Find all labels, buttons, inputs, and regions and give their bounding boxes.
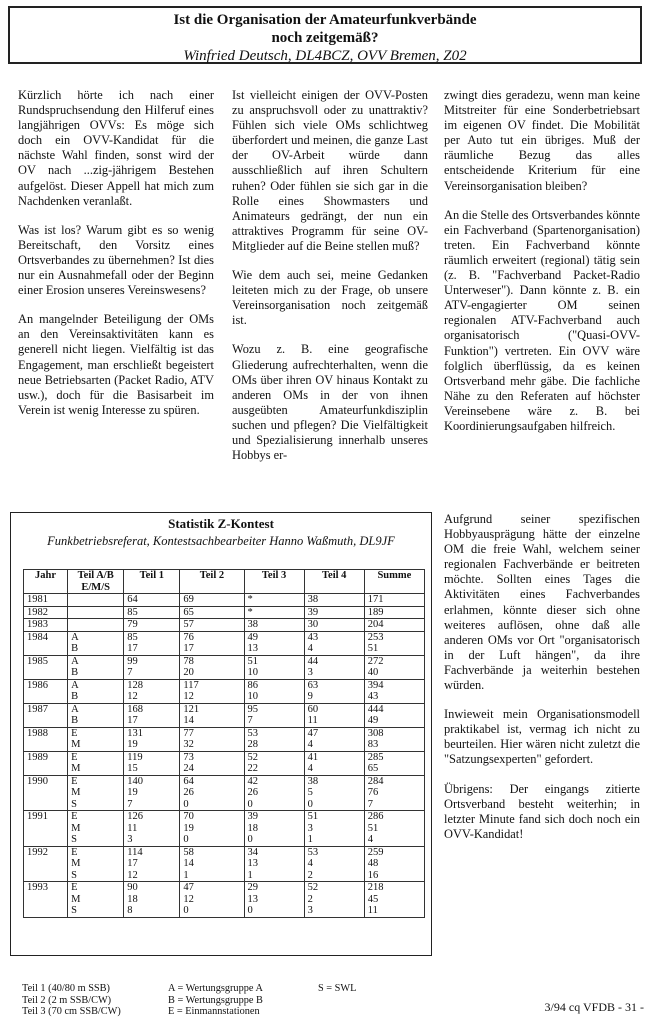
table-cell: 42 26 0 [244, 775, 304, 811]
table-cell: 34 13 1 [244, 846, 304, 882]
table-cell: 1982 [24, 606, 68, 619]
statistics-title: Statistik Z-Kontest [168, 516, 274, 531]
table-cell: 70 19 0 [180, 811, 244, 847]
table-cell: 131 19 [124, 727, 180, 751]
table-cell: 90 18 8 [124, 882, 180, 918]
table-cell: 79 [124, 619, 180, 632]
table-cell: E M S [68, 811, 124, 847]
table-cell: 63 9 [304, 679, 364, 703]
article-byline: Winfried Deutsch, DL4BCZ, OVV Bremen, Z02 [183, 48, 467, 64]
table-cell: 60 11 [304, 703, 364, 727]
paragraph: Inwieweit mein Organisationsmodell praktikabel ist, vermag ich nicht zu beurteilen. Hier wären nicht zuletzt die "Satzungsexperten" gefordert. [444, 707, 640, 767]
paragraph: Was ist los? Warum gibt es so wenig Bereitschaft, den Vorsitz eines Ortsverbandes zu übernehmen? Ist dies nur ein Ausnahmefall oder der Beginn einer Erosion unseres Vereinswesens? [18, 222, 214, 298]
table-cell: 39 18 0 [244, 811, 304, 847]
table-cell: 77 32 [180, 727, 244, 751]
table-cell: E M S [68, 775, 124, 811]
legend-item: A = Wertungsgruppe A [168, 983, 263, 994]
table-cell: 85 17 [124, 631, 180, 655]
table-cell: E M S [68, 846, 124, 882]
table-cell: E M [68, 751, 124, 775]
table-header-cell: Teil 3 [244, 570, 304, 594]
table-cell: 58 14 1 [180, 846, 244, 882]
paragraph: Ist vielleicht einigen der OVV-Posten zu anspruchsvoll oder zu unattraktiv? Fühlen sich viele OMs schlichtweg überfordert und meinen, die ganze Last der OV-Arbeit würde dann ausschließlich auf ihren Schultern ruhen? Oder fühlen sie sich gar in die Rolle eines Showmasters und Animateurs gedrängt, der nun ein attraktives Programm für seine OV-Mitglieder auf die Beine stellen muß? [232, 88, 428, 253]
table-row [24, 703, 425, 727]
table-row [24, 679, 425, 703]
statistics-table [23, 569, 425, 918]
table-cell: 52 2 3 [304, 882, 364, 918]
table-row [24, 846, 425, 882]
table-row [24, 882, 425, 918]
legend-parts [22, 983, 121, 1018]
table-cell: 38 [244, 619, 304, 632]
table-cell: 1989 [24, 751, 68, 775]
table-cell: 1992 [24, 846, 68, 882]
table-header-cell: Teil A/B E/M/S [68, 570, 124, 594]
table-row [24, 811, 425, 847]
table-cell: 1986 [24, 679, 68, 703]
table-cell: * [244, 606, 304, 619]
table-cell: 204 [364, 619, 424, 632]
table-cell: 47 4 [304, 727, 364, 751]
table-cell: 65 [180, 606, 244, 619]
article-title-box [8, 6, 642, 64]
table-cell: * [244, 594, 304, 607]
table-cell: 1988 [24, 727, 68, 751]
legend-item: Teil 2 (2 m SSB/CW) [22, 994, 112, 1006]
table-cell: 171 [364, 594, 424, 607]
table-row [24, 727, 425, 751]
table-cell: A B [68, 631, 124, 655]
legend-swl: S = SWL [318, 983, 357, 994]
table-cell: 117 12 [180, 679, 244, 703]
table-cell: 78 20 [180, 655, 244, 679]
table-cell: 49 13 [244, 631, 304, 655]
legend-groups [168, 983, 263, 1018]
table-cell: 53 4 2 [304, 846, 364, 882]
paragraph: An die Stelle des Ortsverbandes könnte ein Fachverband (Spartenorganisation) treten. Ein Fachverband könnte räumlich erweitert (regional) tätig sein (z. B. "Fachverband Packet-Radio Unterweser"). Dann könnte z. B. ein ATV-engagierter OM seinen regionalen ATV-Fachverband auch organisatorisch ("Quasi-OVV-Funktion") vertreten. Ein OVV wäre folglich überflüssig, da es keinen Ortsverband mehr gäbe. Die fachliche Nähe zu den Referaten auf höchster Vereinsebene wäre z. B. bei Koordinierungsaufgaben hilfreich. [444, 207, 640, 433]
table-cell: 308 83 [364, 727, 424, 751]
table-cell: 99 7 [124, 655, 180, 679]
legend-item: B = Wertungsgruppe B [168, 994, 263, 1006]
table-cell: 41 4 [304, 751, 364, 775]
table-cell: 218 45 11 [364, 882, 424, 918]
table-cell: 38 [304, 594, 364, 607]
table-cell: 114 17 12 [124, 846, 180, 882]
table-cell: 73 24 [180, 751, 244, 775]
table-cell: 285 65 [364, 751, 424, 775]
table-cell: E M [68, 727, 124, 751]
table-header-cell: Jahr [24, 570, 68, 594]
table-row [24, 775, 425, 811]
table-cell: A B [68, 655, 124, 679]
table-cell: 44 3 [304, 655, 364, 679]
table-row [24, 606, 425, 619]
table-cell: 1985 [24, 655, 68, 679]
table-cell: E M S [68, 882, 124, 918]
table-cell: 1993 [24, 882, 68, 918]
table-cell: 444 49 [364, 703, 424, 727]
table-cell: 119 15 [124, 751, 180, 775]
table-cell: 1981 [24, 594, 68, 607]
table-row [24, 751, 425, 775]
table-cell: 30 [304, 619, 364, 632]
table-cell: 1987 [24, 703, 68, 727]
text-column-3 [444, 88, 640, 448]
table-cell: 1983 [24, 619, 68, 632]
statistics-box [10, 512, 432, 956]
paragraph: Aufgrund seiner spezifischen Hobbyausprägung hätte der einzelne OM die freie Wahl, welchem seiner regionalen Fachverbände er beitreten möchte. Sollten eines Tages die Aktivitäten eines Fachverbandes erlahmen, könnte dieser sich ohne weiteres auflösen, ohne daß alle anderen OMs vor Ort "organisatorisch in der Luft hängen", da ihre Fachverbände ja weiterhin bestehen würden. [444, 512, 640, 693]
text-column-3-lower [444, 512, 640, 856]
table-cell: 95 7 [244, 703, 304, 727]
table-header-cell: Teil 4 [304, 570, 364, 594]
page-footer: 3/94 cq VFDB - 31 - [544, 1000, 644, 1014]
paragraph: Kürzlich hörte ich nach einer Rundspruchsendung den Hilferuf eines langjährigen OVVs: Es möge sich doch ein OVV-Kandidat für die nächste Wahl finden, sonst wird der OV nach ...zig-jährigem Bestehen aufgelöst. Dieser Appell hat mich zum Nachdenken veranlaßt. [18, 88, 214, 208]
paragraph: zwingt dies geradezu, wenn man keine Mitstreiter für eine Sonderbetriebsart im eigenen OV findet. Die Mobilität per Auto tut ein übriges. Muß der räumliche Bezug das alles entscheidende Kriterium für eine Vereinsorganisation bleiben? [444, 88, 640, 193]
table-cell: 126 11 3 [124, 811, 180, 847]
statistics-subtitle: Funkbetriebsreferat, Kontestsachbearbeiter Hanno Waßmuth, DL9JF [47, 534, 395, 548]
table-header-cell: Teil 1 [124, 570, 180, 594]
table-header-cell: Summe [364, 570, 424, 594]
table-header-row [24, 570, 425, 594]
legend-item: E = Einmannstationen [168, 1006, 260, 1017]
table-body [24, 594, 425, 918]
table-cell: 69 [180, 594, 244, 607]
table-cell [68, 594, 124, 607]
text-column-1 [18, 88, 214, 432]
table-cell: 272 40 [364, 655, 424, 679]
table-cell: 39 [304, 606, 364, 619]
table-cell: 128 12 [124, 679, 180, 703]
table-cell: 286 51 4 [364, 811, 424, 847]
table-cell: 52 22 [244, 751, 304, 775]
table-cell: 64 26 0 [180, 775, 244, 811]
table-cell: 259 48 16 [364, 846, 424, 882]
text-column-2 [232, 88, 428, 477]
table-cell: 47 12 0 [180, 882, 244, 918]
paragraph: An mangelnder Beteiligung der OMs an den Vereinsaktivitäten kann es generell nicht liegen. Vielfältig ist das Engagement, man erschließt begeistert neue Betriebsarten (Packet Radio, ATV usw.), doch für die Basisarbeit im Verein ist wenig Interesse zu spüren. [18, 312, 214, 417]
table-cell: 189 [364, 606, 424, 619]
table-cell: 253 51 [364, 631, 424, 655]
table-cell: 1990 [24, 775, 68, 811]
table-cell: 1984 [24, 631, 68, 655]
table-cell: 64 [124, 594, 180, 607]
table-row [24, 619, 425, 632]
table-row [24, 655, 425, 679]
table-cell: 140 19 7 [124, 775, 180, 811]
table-cell: 51 10 [244, 655, 304, 679]
table-cell: 43 4 [304, 631, 364, 655]
table-cell: 29 13 0 [244, 882, 304, 918]
table-cell: 76 17 [180, 631, 244, 655]
paragraph: Wie dem auch sei, meine Gedanken leiteten mich zu der Frage, ob unsere Vereinsorganisation noch zeitgemäß ist. [232, 268, 428, 328]
table-cell: A B [68, 679, 124, 703]
table-cell: 121 14 [180, 703, 244, 727]
table-cell: 51 3 1 [304, 811, 364, 847]
paragraph: Übrigens: Der eingangs zitierte Ortsverband besteht weiterhin; in letzter Minute fand sich doch noch ein OVV-Kandidat! [444, 781, 640, 841]
table-cell [68, 619, 124, 632]
table-cell: 284 76 7 [364, 775, 424, 811]
table-cell: 85 [124, 606, 180, 619]
paragraph: Wozu z. B. eine geografische Gliederung aufrechterhalten, wenn die OMs über ihren OV hinaus Kontakt zu anderen OMs in der von ihnen ausgeübten Amateurfunkdisziplin suchen und pflegen? Die Vielfältigkeit und Spezialisierung innerhalb unseres Hobbys er- [232, 342, 428, 463]
table-cell [68, 606, 124, 619]
table-cell: 168 17 [124, 703, 180, 727]
article-title-line-1: Ist die Organisation der Amateurfunkverbände [173, 12, 477, 28]
table-header-cell: Teil 2 [180, 570, 244, 594]
table-cell: 1991 [24, 811, 68, 847]
table-cell: 394 43 [364, 679, 424, 703]
table-cell: A B [68, 703, 124, 727]
table-cell: 38 5 0 [304, 775, 364, 811]
table-cell: 57 [180, 619, 244, 632]
table-cell: 86 10 [244, 679, 304, 703]
article-title-line-2: noch zeitgemäß? [271, 30, 379, 46]
table-row [24, 631, 425, 655]
table-row [24, 594, 425, 607]
legend-item: Teil 1 (40/80 m SSB) [22, 983, 110, 994]
legend-item: Teil 3 (70 cm SSB/CW) [22, 1006, 121, 1017]
table-cell: 53 28 [244, 727, 304, 751]
